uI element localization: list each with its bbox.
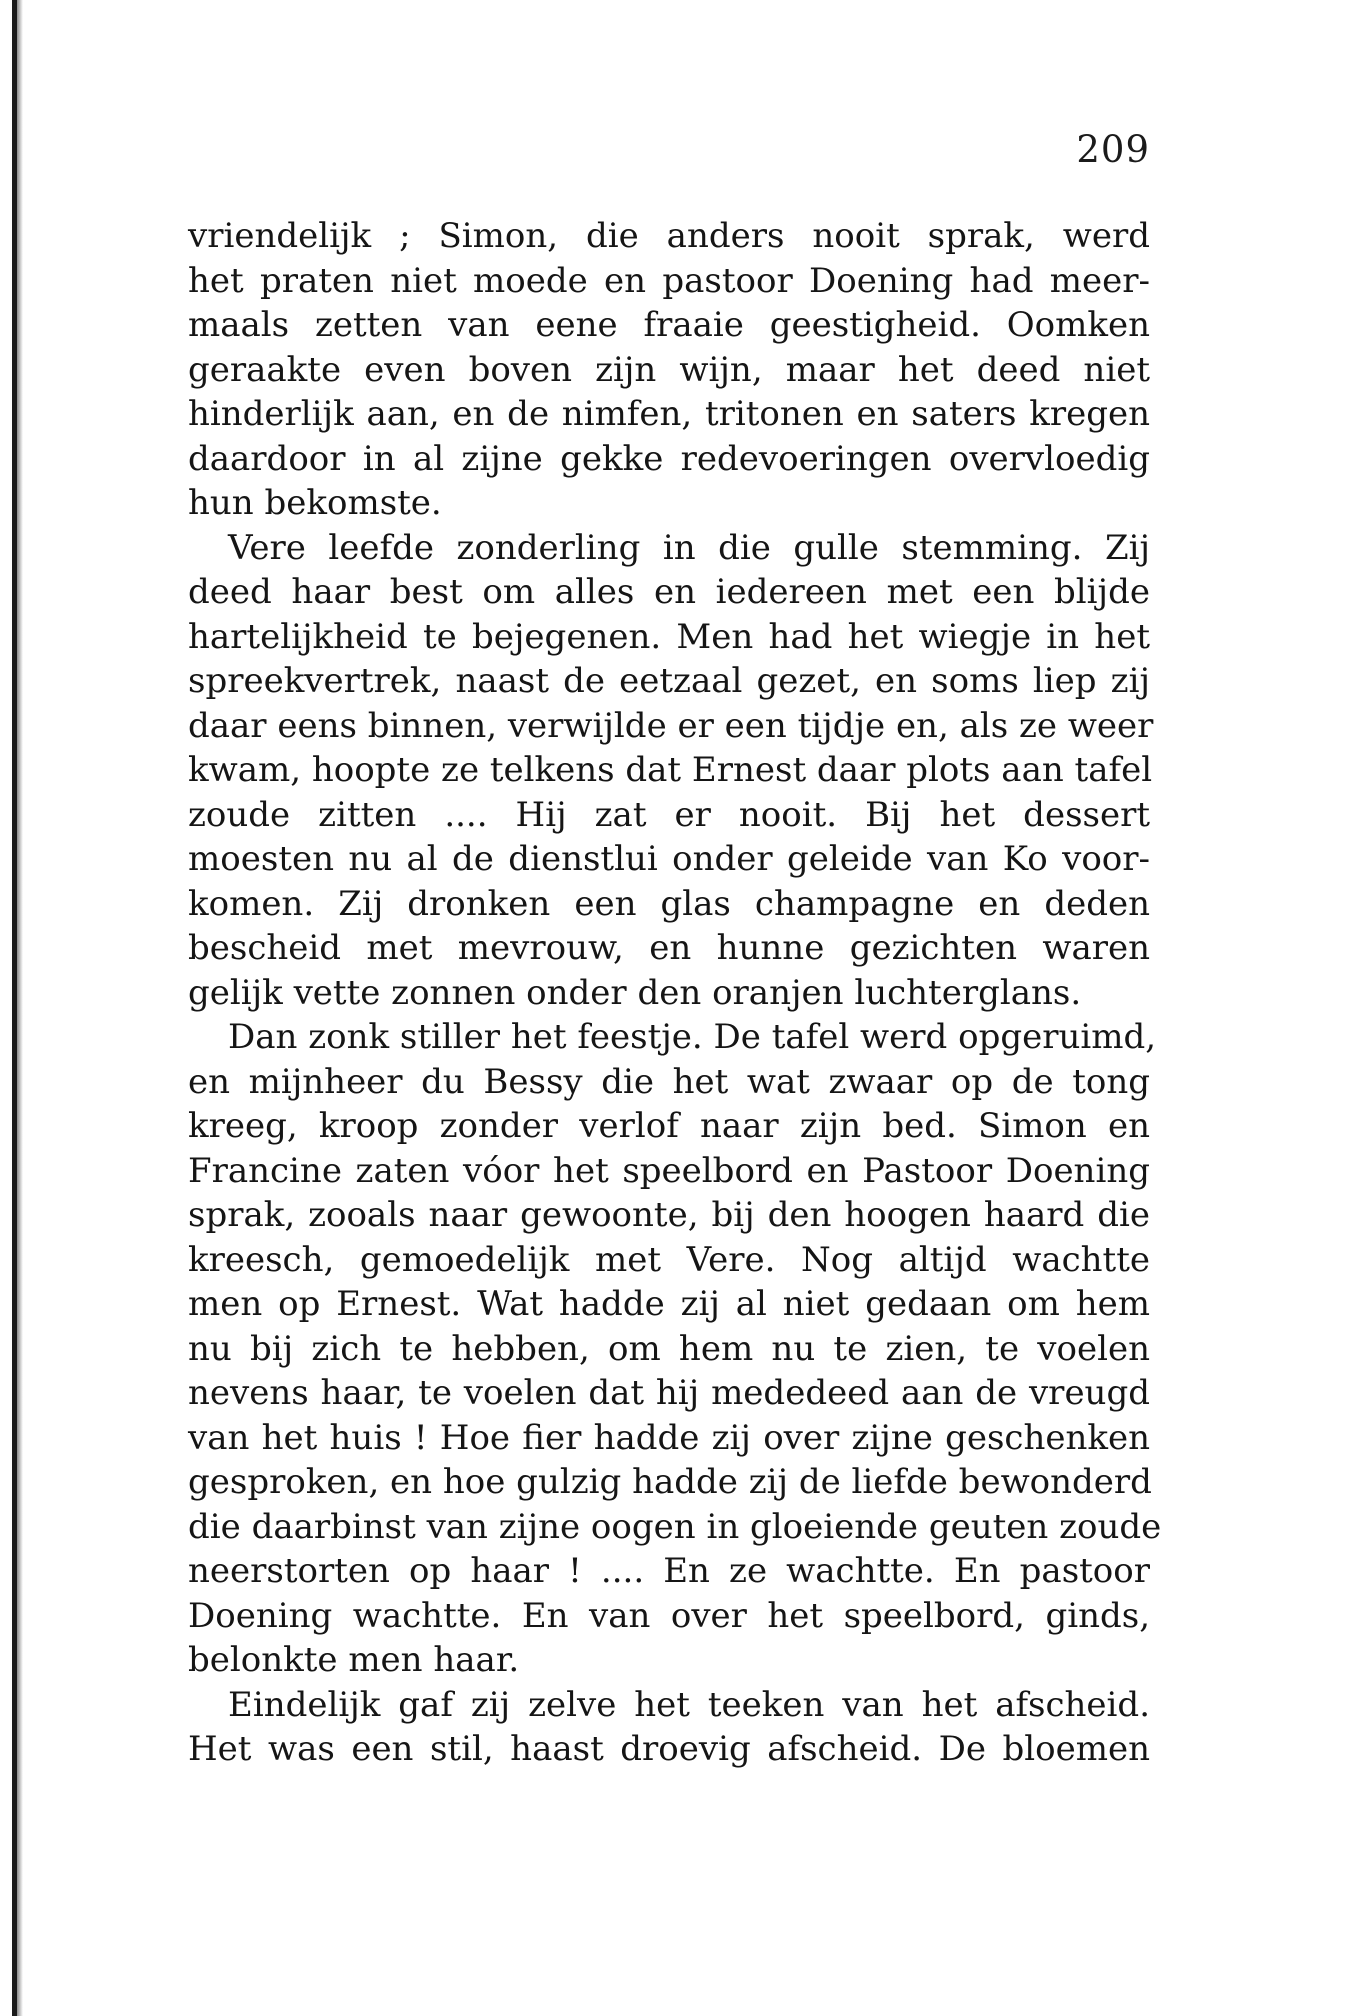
text-line: geraakte even boven zijn wijn, maar het deed niet [188,349,1150,390]
text-line: sprak, zooals naar gewoonte, bij den hoogen haard die [188,1195,1150,1235]
text-line: Eindelijk gaf zij zelve het teeken van het afscheid. [228,1684,1150,1725]
text-line: nevens haar, te voelen dat hij mededeed aan de vreugd [188,1373,1150,1413]
text-line: kreesch, gemoedelijk met Vere. Nog altijd wachtte [188,1239,1150,1280]
binding-shadow [17,0,23,2016]
text-line: vriendelijk ; Simon, die anders nooit sprak, werd [188,216,1150,256]
text-line: bescheid met mevrouw, en hunne gezichten waren [188,928,1150,968]
text-line: nu bij zich te hebben, om hem nu te zien, te voelen [188,1328,1150,1369]
text-line: het praten niet moede en pastoor Doening had meer- [188,260,1150,301]
text-line: daar eens binnen, verwijlde er een tijdje en, als ze weer [188,705,1154,746]
text-line: deed haar best om alles en iedereen met een blijde [188,572,1150,612]
text-line: Doening wachtte. En van over het speelbord, ginds, [188,1595,1150,1636]
text-line: spreekvertrek, naast de eetzaal gezet, en soms liep zij [188,661,1150,701]
text-line: maals zetten van eene fraaie geestigheid. Oomken [188,305,1150,345]
text-line: daardoor in al zijne gekke redevoeringen overvloedig [188,438,1150,479]
text-line: gelijk vette zonnen onder den oranjen luchterglans. [188,972,1082,1013]
text-line: komen. Zij dronken een glas champagne en deden [188,883,1150,924]
text-line: hinderlijk aan, en de nimfen, tritonen en saters kregen [188,394,1150,434]
page-number: 209 [1076,128,1150,171]
body-text [188,214,1162,1772]
text-line: die daarbinst van zijne oogen in gloeiende geuten zoude [188,1506,1162,1547]
text-line: moesten nu al de dienstlui onder geleide van Ko voor- [188,839,1150,879]
text-line: kreeg, kroop zonder verlof naar zijn bed. Simon en [188,1106,1150,1146]
text-line: kwam, hoopte ze telkens dat Ernest daar plots aan tafel [188,750,1153,790]
text-line: hun bekomste. [188,483,442,523]
text-line: Francine zaten vóor het speelbord en Pastoor Doening [188,1150,1150,1191]
text-line: neerstorten op haar ! .... En ze wachtte. En pastoor [188,1551,1150,1591]
text-line: van het huis ! Hoe fier hadde zij over zijne geschenken [188,1417,1150,1458]
text-line: hartelijkheid te bejegenen. Men had het wiegje in het [188,616,1150,657]
text-line: zoude zitten .... Hij zat er nooit. Bij het dessert [188,794,1150,835]
text-line: en mijnheer du Bessy die het wat zwaar op de tong [188,1061,1150,1102]
text-line: Vere leefde zonderling in die gulle stemming. Zij [228,527,1150,568]
text-line: gesproken, en hoe gulzig hadde zij de liefde bewonderd [188,1462,1152,1502]
text-line: Het was een stil, haast droevig afscheid. De bloemen [188,1729,1150,1769]
text-line: belonkte men haar. [188,1640,520,1680]
text-line: men op Ernest. Wat hadde zij al niet gedaan om hem [188,1284,1150,1324]
text-line: Dan zonk stiller het feestje. De tafel werd opgeruimd, [228,1017,1157,1057]
